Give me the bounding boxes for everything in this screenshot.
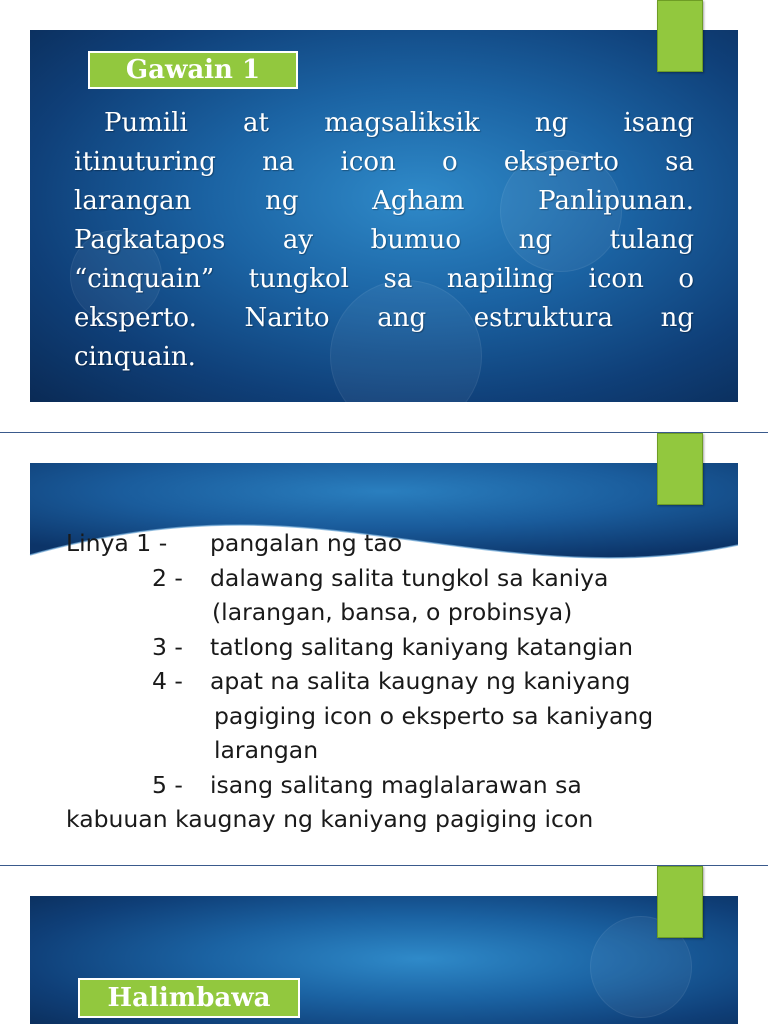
cinquain-structure	[66, 526, 746, 837]
paragraph-line: “cinquain” tungkol sa napiling icon o	[74, 264, 694, 294]
line-text: apat na salita kaugnay ng kaniyang	[210, 667, 631, 695]
slide-1	[0, 0, 768, 432]
paragraph-line: itinuturing na icon o eksperto sa	[74, 147, 694, 177]
structure-line	[66, 699, 746, 734]
structure-line	[66, 664, 746, 699]
line-number: 4 -	[152, 667, 183, 695]
structure-line	[66, 630, 746, 665]
paragraph-line: larangan ng Agham Panlipunan.	[74, 186, 694, 216]
line-text: pangalan ng tao	[210, 529, 403, 557]
line-number: 3 -	[152, 632, 183, 661]
structure-line	[66, 595, 746, 630]
halimbawa-label	[78, 978, 300, 1018]
line-number: Linya 1 -	[66, 529, 168, 557]
gawain-label	[88, 51, 298, 89]
structure-line	[66, 561, 746, 596]
line-text: larangan	[214, 736, 319, 764]
structure-line	[66, 802, 746, 837]
structure-line	[66, 526, 746, 561]
line-text: pagiging icon o eksperto sa kaniyang	[214, 701, 654, 730]
slide-3-green-tab	[657, 866, 703, 938]
slide-1-green-tab	[657, 0, 703, 72]
structure-line	[66, 733, 746, 768]
slide-2-green-tab	[657, 433, 703, 505]
line-text: dalawang salita tungkol sa kaniya	[210, 563, 609, 592]
line-number: 2 -	[152, 563, 183, 592]
structure-line	[66, 768, 746, 803]
line-text: kabuuan kaugnay ng kaniyang pagiging icon	[66, 805, 594, 833]
instruction-paragraph	[74, 104, 694, 377]
paragraph-line: Pumili at magsaliksik ng isang	[104, 108, 694, 138]
slide-3	[0, 866, 768, 1024]
paragraph-line: cinquain.	[74, 342, 196, 372]
slide-2	[0, 433, 768, 865]
halimbawa-label-text: Halimbawa	[107, 983, 271, 1013]
gawain-label-text: Gawain 1	[125, 55, 261, 85]
line-text: (larangan, bansa, o probinsya)	[212, 598, 573, 626]
line-text: tatlong salitang kaniyang katangian	[210, 632, 634, 661]
paragraph-line: eksperto. Narito ang estruktura ng	[74, 303, 694, 333]
line-number: 5 -	[152, 770, 183, 799]
line-text: isang salitang maglalarawan sa	[210, 770, 582, 799]
paragraph-line: Pagkatapos ay bumuo ng tulang	[74, 225, 694, 255]
